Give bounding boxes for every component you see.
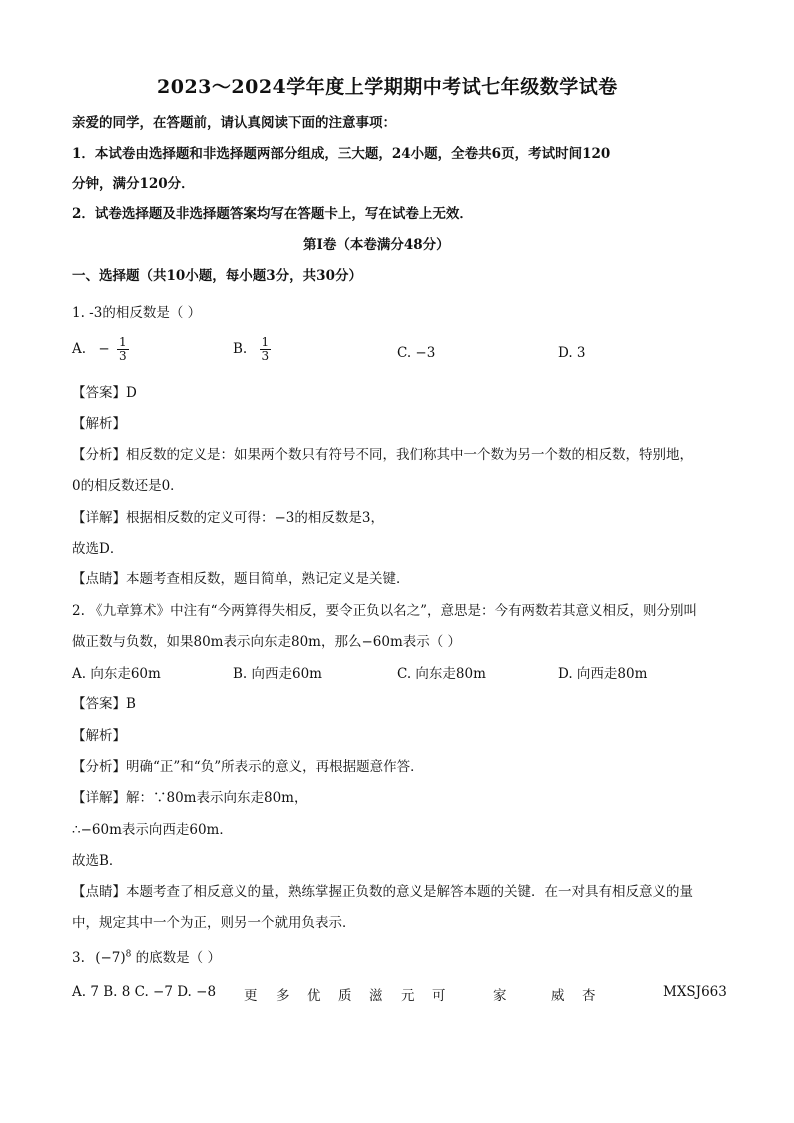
question-2-choose: 故选B． xyxy=(72,853,123,869)
part-title: 第Ⅰ卷（本卷满分48分） xyxy=(303,237,450,253)
footer-char-4: 质 xyxy=(338,988,352,1004)
question-1-jiexi: 【解析】 xyxy=(72,416,126,432)
footer-char-5: 滋 xyxy=(369,988,383,1004)
question-3-exponent: 8 xyxy=(125,949,132,960)
notice-heading: 亲爱的同学，在答题前，请认真阅读下面的注意事项： xyxy=(72,115,396,131)
question-1-choose: 故选D． xyxy=(72,541,124,557)
notice-item-1a: 1．本试卷由选择题和非选择题两部分组成，三大题，24小题，全卷共6页，考试时间120 xyxy=(72,146,611,162)
question-1-stem: 1. -3的相反数是（ ） xyxy=(72,305,202,321)
question-1-fenxi-a: 【分析】相反数的定义是：如果两个数只有符号不同，我们称其中一个数为另一个数的相反数，特别地， xyxy=(72,447,693,463)
option-a-sign: − xyxy=(98,341,110,357)
question-2-detail: 【详解】解：∵80m表示向东走80m， xyxy=(72,790,308,806)
option-a-fraction xyxy=(117,336,129,363)
footer-char-3: 优 xyxy=(307,988,321,1004)
notice-item-2: 2．试卷选择题及非选择题答案均写在答题卡上，写在试卷上无效． xyxy=(72,206,473,222)
question-1-option-b xyxy=(233,336,271,363)
footer-char-2: 多 xyxy=(276,988,290,1004)
question-1-comment: 【点睛】本题考查相反数，题目简单，熟记定义是关键． xyxy=(72,571,410,587)
footer-char-8: 家 xyxy=(493,988,507,1004)
footer-char-6: 元 xyxy=(401,988,415,1004)
footer-char-9: 威 xyxy=(551,988,565,1004)
section-title: 一、选择题（共10小题，每小题3分，共30分） xyxy=(72,268,362,284)
exam-title: 2023～2024学年度上学期期中考试七年级数学试卷 xyxy=(157,76,618,98)
question-2-therefore: ∴−60m表示向西走60m． xyxy=(72,822,233,838)
question-2-comment-a: 【点睛】本题考查了相反意义的量，熟练掌握正负数的意义是解答本题的关键．在一对具有相反意义的量 xyxy=(72,884,693,900)
question-2-comment-b: 中，规定其中一个为正，则另一个就用负表示． xyxy=(72,915,356,931)
footer-code: MXSJ663 xyxy=(663,984,727,1000)
question-1-answer: 【答案】D xyxy=(72,385,137,401)
question-3-rest: 的底数是（ ） xyxy=(135,950,221,966)
question-1-detail: 【详解】根据相反数的定义可得：−3的相反数是3， xyxy=(72,510,384,526)
question-3-number: 3. xyxy=(72,950,85,966)
question-1-option-d: D. 3 xyxy=(558,345,586,361)
question-3-stem xyxy=(72,946,221,966)
footer-char-7: 可 xyxy=(432,988,446,1004)
question-2-stem-a: 2. 《九章算术》中注有“今两算得失相反，要令正负以名之”，意思是：今有两数若其意义相反，则分别叫 xyxy=(72,603,697,619)
question-2-option-d: D. 向西走80m xyxy=(558,666,648,682)
option-b-numerator: 1 xyxy=(261,335,270,349)
option-b-fraction xyxy=(260,336,272,363)
question-1-fenxi-b: 0的相反数还是0． xyxy=(72,478,184,494)
question-3-base: (−7) xyxy=(95,950,126,966)
question-3-footer-line xyxy=(72,984,732,1004)
notice-item-1b: 分钟，满分120分． xyxy=(72,176,195,192)
question-2-stem-b: 做正数与负数，如果80m表示向东走80m，那么−60m表示（ ） xyxy=(72,634,462,650)
question-2-fenxi: 【分析】明确“正”和“负”所表示的意义，再根据题意作答． xyxy=(72,759,424,775)
option-b-label: B. xyxy=(233,341,248,357)
question-2-option-a: A. 向东走60m xyxy=(72,666,161,682)
question-1-option-c: C. −3 xyxy=(397,345,436,361)
option-b-denominator: 3 xyxy=(261,349,270,363)
footer-char-1: 更 xyxy=(244,988,258,1004)
question-1-option-a xyxy=(72,336,129,363)
question-2-option-b: B. 向西走60m xyxy=(233,666,322,682)
option-a-label: A. xyxy=(72,341,87,357)
question-2-answer: 【答案】B xyxy=(72,696,136,712)
question-2-jiexi: 【解析】 xyxy=(72,728,126,744)
option-a-denominator: 3 xyxy=(118,349,127,363)
question-3-options: A. 7 B. 8 C. −7 D. −8 xyxy=(72,984,217,1000)
footer-char-10: 杏 xyxy=(582,988,596,1004)
question-2-option-c: C. 向东走80m xyxy=(397,666,486,682)
option-a-numerator: 1 xyxy=(118,335,127,349)
